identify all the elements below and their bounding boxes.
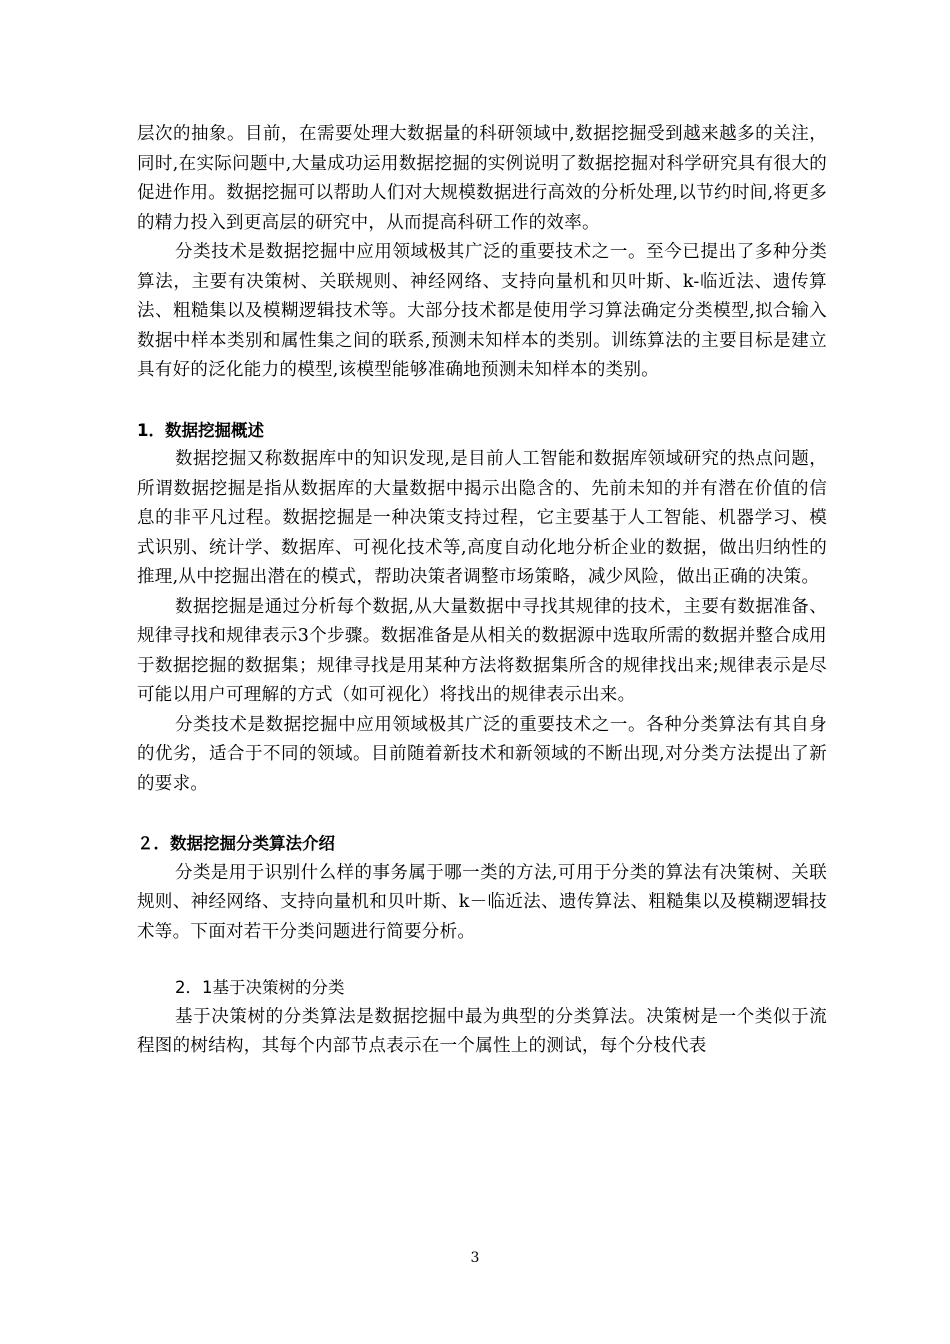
- section-heading-2: ２．数据挖掘分类算法介绍: [137, 834, 335, 853]
- paragraph-classification-requirements: 分类技术是数据挖掘中应用领域极其广泛的重要技术之一。各种分类算法有其自身的优劣，适合于不同的领域。目前随着新技术和新领域的不断出现,对分类方法提出了新的要求。: [137, 714, 827, 794]
- section-heading-1: 1．数据挖掘概述: [137, 420, 264, 440]
- paragraph-research-abstraction: 层次的抽象。目前，在需要处理大数据量的科研领域中,数据挖掘受到越来越多的关注，同时,在实际问题中,大量成功运用数据挖掘的实例说明了数据挖掘对科学研究具有很大的促进作用。数据挖掘可以帮助人们对大规模数据进行高效的分析处理,以节约时间,将更多的精力投入到更高层的研究中，从而提高科研工作的效率。: [137, 124, 827, 233]
- page-number: 3: [470, 1250, 480, 1266]
- page-body: [137, 120, 827, 1062]
- paragraph-data-mining-definition: 数据挖掘又称数据库中的知识发现,是目前人工智能和数据库领域研究的热点问题，所谓数据挖掘是指从数据库的大量数据中揭示出隐含的、先前未知的并有潜在价值的信息的非平凡过程。数据挖掘是一种决策支持过程，它主要基于人工智能、机器学习、模式识别、统计学、数据库、可视化技术等,高度自动化地分析企业的数据，做出归纳性的推理,从中挖掘出潜在的模式，帮助决策者调整市场策略，减少风险，做出正确的决策。: [137, 449, 827, 587]
- paragraph-classification-algorithms: 分类是用于识别什么样的事务属于哪一类的方法,可用于分类的算法有决策树、关联规则、神经网络、支持向量机和贝叶斯、k－临近法、遗传算法、粗糙集以及模糊逻辑技术等。下面对若干分类问题进行简要分析。: [137, 862, 827, 942]
- section-spacer: [137, 799, 827, 829]
- paragraph-classification-intro: 分类技术是数据挖掘中应用领域极其广泛的重要技术之一。至今已提出了多种分类算法，主要有决策树、关联规则、神经网络、支持向量机和贝叶斯、k-临近法、遗传算法、粗糙集以及模糊逻辑技术等。大部分技术都是使用学习算法确定分类模型,拟合输入数据中样本类别和属性集之间的联系,预测未知样本的类别。训练算法的主要目标是建立具有好的泛化能力的模型,该模型能够准确地预测未知样本的类别。: [137, 242, 827, 380]
- paragraph-data-mining-steps: 数据挖掘是通过分析每个数据,从大量数据中寻找其规律的技术，主要有数据准备、规律寻找和规律表示3个步骤。数据准备是从相关的数据源中选取所需的数据并整合成用于数据挖掘的数据集；规律寻找是用某种方法将数据集所含的规律找出来;规律表示是尽可能以用户可理解的方式（如可视化）将找出的规律表示出来。: [137, 596, 827, 705]
- subsection-heading-2-1: 2．1基于决策树的分类: [175, 978, 345, 997]
- section-spacer: [137, 947, 827, 973]
- section-spacer: [137, 386, 827, 416]
- paragraph-decision-tree: 基于决策树的分类算法是数据挖掘中最为典型的分类算法。决策树是一个类似于流程图的树结构，其每个内部节点表示在一个属性上的测试，每个分枝代表: [137, 1006, 827, 1056]
